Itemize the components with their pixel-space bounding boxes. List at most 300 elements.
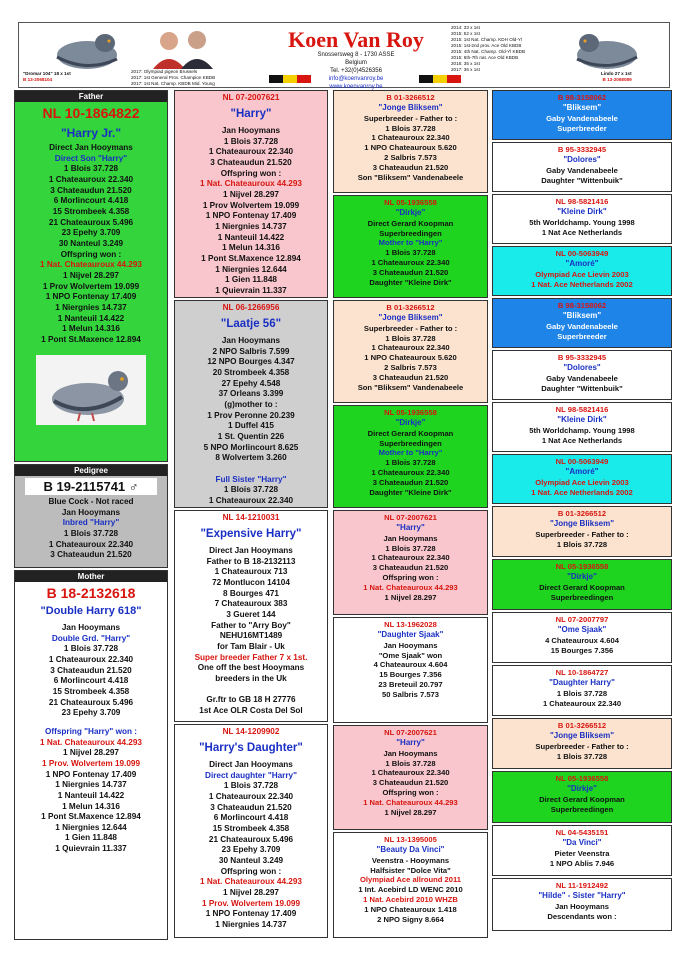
pigeon-photo-right xyxy=(567,29,647,73)
card-line: Offspring won : xyxy=(382,573,439,583)
card-line: 1 Blois 37.728 xyxy=(385,123,436,133)
col4-card[interactable] xyxy=(492,559,672,610)
col2-card[interactable] xyxy=(174,300,328,508)
col4-card[interactable] xyxy=(492,90,672,140)
card-line: 6 Morlincourt 4.418 xyxy=(213,813,289,823)
card-line: Direct Gerard Koopman xyxy=(539,794,625,804)
card-line: 1 Blois 37.728 xyxy=(556,539,608,549)
card-line: 3 Chateaudun 21.520 xyxy=(372,563,449,573)
father-line: 1 Prov Wolvertem 19.099 xyxy=(42,281,140,291)
card-line: 3 Gueret 144 xyxy=(226,610,276,620)
card-line: Mother to "Harry" xyxy=(378,238,443,248)
card-line: 3 Chateaudun 21.520 xyxy=(372,162,449,172)
card-line: 1 Nanteuil 14.422 xyxy=(217,232,285,242)
col3-card[interactable] xyxy=(333,617,488,723)
ring-number: NL 00-5063949 xyxy=(555,457,609,466)
card-line: 72 Montlucon 14104 xyxy=(212,578,290,588)
pedigree-heading: Pedigree xyxy=(15,465,167,476)
card-line: Offspring won : xyxy=(382,788,439,798)
card-line: Descendants won : xyxy=(547,911,617,921)
pigeon-name: "Amoré" xyxy=(565,466,599,476)
card-line: Direct Gerard Koopman xyxy=(539,582,625,592)
card-line: 1 NPO Ablis 7.946 xyxy=(549,858,615,868)
ring-number: NL 05-1936558 xyxy=(555,562,609,571)
col3-card[interactable] xyxy=(333,90,488,193)
card-line: 1 Blois 37.728 xyxy=(223,485,279,495)
card-line: 1 Chateauroux 22.340 xyxy=(371,768,450,778)
mother-line: 15 Strombeek 4.358 xyxy=(52,686,130,696)
mother-offspring-line: 1 Gien 11.848 xyxy=(65,833,117,843)
mother-performance-list xyxy=(15,623,167,719)
subject-line: Inbred "Harry" xyxy=(62,518,120,528)
card-line: Olympiad Ace Lievin 2003 xyxy=(535,477,629,487)
address-country: Belgium xyxy=(345,60,367,67)
pigeon-name: "Harry" xyxy=(396,737,425,747)
col4-card[interactable] xyxy=(492,506,672,557)
mother-offspring-line: 1 Prov. Wolvertem 19.099 xyxy=(42,758,140,768)
pigeon-name: "Dolores" xyxy=(563,362,601,372)
pigeon-name: "Harry" xyxy=(396,522,425,532)
pigeon-name: "Ome Sjaak" xyxy=(557,624,607,634)
father-line: 1 NPO Fontenay 17.409 xyxy=(45,292,137,302)
card-line: 1 NPO Fontenay 17.409 xyxy=(205,909,297,919)
card-line: 1 Nat. Acebird 2010 WHZB xyxy=(363,895,458,905)
card-line: 1 Blois 37.728 xyxy=(385,248,436,258)
mother-line: 1 Blois 37.728 xyxy=(63,644,119,654)
card-line: Gaby Vandenabeele xyxy=(546,321,618,331)
card-line: Pieter Veenstra xyxy=(554,848,610,858)
card-line: 2 Salbris 7.573 xyxy=(384,363,437,373)
father-line: Direct Son "Harry" xyxy=(54,153,128,163)
card-line: Superbreeder xyxy=(557,331,607,341)
father-line: 23 Epehy 3.709 xyxy=(61,228,121,238)
card-line: Daughter "Kleine Dirk" xyxy=(369,487,452,497)
card-line: 1 Chateauroux 22.340 xyxy=(371,468,450,478)
card-line: 30 Nanteul 3.249 xyxy=(218,856,284,866)
card-line: 8 Bourges 471 xyxy=(223,588,279,598)
card-line: Mother to "Harry" xyxy=(378,448,443,458)
subject-line: 1 Chateauroux 22.340 xyxy=(48,539,134,549)
mother-offspring-list xyxy=(15,727,167,855)
col2-card[interactable] xyxy=(174,510,328,722)
address-phone: Tel. +32(0)4526356 xyxy=(330,68,382,75)
father-line: 30 Nanteul 3.249 xyxy=(58,238,124,248)
address-email[interactable]: info@koenvanroy.be xyxy=(328,76,384,83)
card-line: 1 Chateauroux 22.340 xyxy=(208,147,294,157)
mother-offspring-line: 1 Nijvel 28.297 xyxy=(63,748,119,758)
father-line: 1 Chateauroux 22.340 xyxy=(48,174,134,184)
mother-offspring-line: 1 Niergnies 12.644 xyxy=(55,822,127,832)
card-line: 15 Bourges 7.356 xyxy=(379,670,442,680)
card-line: 1 Prov Wolvertem 19.099 xyxy=(202,200,300,210)
mother-line: 21 Chateauroux 5.496 xyxy=(48,697,134,707)
card-line: 1 Niergnies 14.737 xyxy=(215,222,287,232)
father-line: Direct Jan Hooymans xyxy=(49,143,133,152)
card-line: 3 Chateaudun 21.520 xyxy=(210,158,292,168)
pigeon-name: "Harry" xyxy=(230,107,272,120)
card-line: 1 Chateauroux 22.340 xyxy=(542,698,622,708)
ring-number: NL 07-2007621 xyxy=(384,728,437,737)
ring-number: B 01-3266512 xyxy=(557,721,607,730)
father-pigeon-photo xyxy=(36,355,146,425)
card-line: 3 Chateaudun 21.520 xyxy=(372,372,449,382)
card-line: NEHU16MT1489 xyxy=(219,631,283,641)
card-line: 37 Orleans 3.399 xyxy=(218,389,284,399)
mother-card[interactable] xyxy=(14,570,168,940)
card-line: 15 Bourges 7.356 xyxy=(550,645,614,655)
card-line: 1 Nat. Chateauroux 44.293 xyxy=(363,797,458,807)
pigeon-photo-left xyxy=(47,29,127,73)
father-name: "Harry Jr." xyxy=(60,126,122,140)
card-line: 1 Blois 37.728 xyxy=(385,333,436,343)
left-pigeon-caption: "Dromar 104" 18 x 1st B 13-2068104 xyxy=(23,71,71,82)
ring-number: NL 98-5821416 xyxy=(555,197,609,206)
col4-card[interactable] xyxy=(492,142,672,192)
card-line: Super breeder Father 7 x 1st. xyxy=(194,652,308,662)
father-line: 1 Melun 14.316 xyxy=(62,324,120,334)
card-line: Gr.ftr to GB 18 H 27776 xyxy=(206,695,296,705)
card-line: 1 Prov. Wolvertem 19.099 xyxy=(202,898,300,908)
card-line: Offspring won : xyxy=(220,866,282,876)
card-line: Superbreeder xyxy=(557,123,607,133)
pigeon-name: "Dolores" xyxy=(563,154,601,164)
card-line: Superbreedingen xyxy=(379,228,442,238)
father-line: 21 Chateauroux 5.496 xyxy=(48,217,134,227)
pigeon-name: "Da Vinci" xyxy=(562,837,602,847)
card-line: Daughter "Wittenbuik" xyxy=(541,175,623,185)
card-line: 1 Nat. Chateauroux 44.293 xyxy=(200,877,302,887)
mother-offspring-line: 1 Quievrain 11.337 xyxy=(55,844,127,854)
card-line: 1 NPO Chateauroux 5.620 xyxy=(364,353,457,363)
card-line: Superbreeder - Father to : xyxy=(363,323,458,333)
right-awards: 2014: 33 x 1st 2015: 52 x 1st 2015: 1st Nat. Champ. KDH Old-Yl 2015: 1st-2nd prov. Ace Old KBDB 2015: 4th Nat. Champ. Old-Yl KBDB 2015: 6th-7th nat. Ace Old KBDB 2016: 35 x 1st 2017: 36 x 1st xyxy=(451,25,526,72)
card-line: 7 Chateauroux 383 xyxy=(214,599,288,609)
card-line: Offspring won : xyxy=(220,168,282,178)
col3-card[interactable] xyxy=(333,195,488,298)
card-line: Jan Hooymans xyxy=(383,640,438,650)
ring-number: NL 05-1936558 xyxy=(384,198,437,207)
card-line: 23 Breteuil 20.797 xyxy=(378,680,443,690)
card-line: 1 Nat. Ace Netherlands 2002 xyxy=(531,487,633,497)
col4-card[interactable] xyxy=(492,878,672,931)
col4-card[interactable] xyxy=(492,612,672,663)
father-line: 3 Chateaudun 21.520 xyxy=(50,185,132,195)
card-line xyxy=(175,464,327,475)
father-line: 1 Pont St.Maxence 12.894 xyxy=(41,334,141,344)
card-line: 1 Quievrain 11.337 xyxy=(215,286,287,296)
card-line: Direct Jan Hooymans xyxy=(209,546,293,556)
card-line xyxy=(175,685,327,696)
card-line: for Tam Blair - Uk xyxy=(217,642,285,652)
male-sex-icon: ♂ xyxy=(128,479,139,494)
pigeon-name: "Jonge Bliksem" xyxy=(378,312,443,322)
ring-number: B 95-3332945 xyxy=(557,353,607,362)
card-line: Full Sister "Harry" xyxy=(215,474,287,484)
col4-card[interactable] xyxy=(492,350,672,400)
card-line: 23 Epehy 3.709 xyxy=(221,845,281,855)
subject-line: 1 Blois 37.728 xyxy=(63,528,119,538)
col4-card[interactable] xyxy=(492,825,672,876)
ring-number: NL 05-1936558 xyxy=(384,408,437,417)
card-line: Superbreedingen xyxy=(550,592,614,602)
ring-number: B 01-3266512 xyxy=(386,93,435,102)
card-line: 1 Nat. Ace Netherlands 2002 xyxy=(531,279,633,289)
card-line: 1 Duffel 415 xyxy=(228,421,274,431)
ring-number: NL 05-1936558 xyxy=(555,774,609,783)
ring-number: B 98-3158062 xyxy=(557,301,607,310)
card-line: Olympiad Ace allround 2011 xyxy=(359,875,461,885)
card-line: 1 Prov Peronne 20.239 xyxy=(207,410,295,420)
card-line: 1 NPO Chateauroux 5.620 xyxy=(364,143,457,153)
card-line: 1 Niergnies 12.644 xyxy=(215,264,287,274)
card-line: 1 Chateauroux 713 xyxy=(214,567,288,577)
card-line: 4 Chateauroux 4.604 xyxy=(373,660,448,670)
card-line: 1 Nat Ace Netherlands xyxy=(541,227,623,237)
mother-ring-number: B 18-2132618 xyxy=(46,585,136,601)
ring-number: B 01-3266512 xyxy=(386,303,435,312)
pigeon-name: "Dirkje" xyxy=(567,783,597,793)
card-line: 3 Chateaudun 21.520 xyxy=(372,477,449,487)
father-line: 1 Blois 37.728 xyxy=(63,164,119,174)
card-line: Daughter "Wittenbuik" xyxy=(541,383,623,393)
card-line: 1 Blois 37.728 xyxy=(385,458,436,468)
father-line: 6 Morlincourt 4.418 xyxy=(53,196,129,206)
card-line: 1 Blois 37.728 xyxy=(385,758,436,768)
ring-number: NL 10-1864727 xyxy=(555,668,609,677)
card-line: 1 Blois 37.728 xyxy=(556,688,608,698)
pigeon-name: "Dirkje" xyxy=(395,207,426,217)
card-line: (g)mother to : xyxy=(224,400,278,410)
col4-card[interactable] xyxy=(492,454,672,504)
card-line: 2 NPO Salbris 7.599 xyxy=(212,346,290,356)
contact-address xyxy=(231,51,481,91)
card-line: Jan Hooymans xyxy=(383,748,438,758)
col4-card[interactable] xyxy=(492,194,672,244)
card-line: 1 Chateauroux 22.340 xyxy=(208,496,294,506)
ring-number: NL 07-2007621 xyxy=(222,93,280,102)
pigeon-name: "Harry's Daughter" xyxy=(199,741,303,754)
col4-card[interactable] xyxy=(492,246,672,296)
subject-line: 3 Chateaudun 21.520 xyxy=(50,550,132,560)
card-line: 1st Ace OLR Costa Del Sol xyxy=(199,706,303,716)
ring-number: B 95-3332945 xyxy=(557,145,607,154)
card-line: Halfsister "Dolce Vita" xyxy=(370,865,451,875)
pigeon-name: "Amoré" xyxy=(565,258,599,268)
card-line: One off the best Hooymans xyxy=(197,663,305,673)
ring-number: NL 07-2007797 xyxy=(555,615,609,624)
card-line: Father to "Arry Boy" xyxy=(211,620,291,630)
father-line: 1 Nanteuil 14.422 xyxy=(57,313,125,323)
card-line: 1 Nat Ace Netherlands xyxy=(541,435,623,445)
card-line: 5 NPO Morlincourt 8.625 xyxy=(203,442,299,452)
card-line: Jan Hooymans xyxy=(221,336,281,346)
card-line: Daughter "Kleine Dirk" xyxy=(369,277,452,287)
subject-line: Jan Hooymans xyxy=(61,507,121,517)
card-line: 1 Nijvel 28.297 xyxy=(223,888,279,898)
card-line: 1 Nat. Chateauroux 44.293 xyxy=(200,179,302,189)
pigeon-name: "Daughter Harry" xyxy=(549,677,615,687)
card-line: Son "Bliksem" Vandenabeele xyxy=(357,382,464,392)
card-line: Son "Bliksem" Vandenabeele xyxy=(357,172,464,182)
card-line: 1 Blois 37.728 xyxy=(223,781,279,791)
card-line: 2 NPO Signy 8.664 xyxy=(377,914,444,924)
card-line: 1 Nijvel 28.297 xyxy=(223,190,279,200)
card-line: 5th Worldchamp. Young 1998 xyxy=(529,425,635,435)
card-line: Superbreedingen xyxy=(550,804,614,814)
mother-line: 23 Epehy 3.709 xyxy=(61,708,121,718)
pigeon-name: "Kleine Dirk" xyxy=(557,414,607,424)
pedigree-header xyxy=(18,22,670,91)
card-line: 1 St. Quentin 226 xyxy=(217,432,285,442)
ring-number: NL 13-1395005 xyxy=(384,835,437,844)
pigeon-name: "Jonge Bliksem" xyxy=(549,518,615,528)
subject-ring-number xyxy=(25,478,157,495)
card-line: Superbreeder - Father to : xyxy=(535,741,629,751)
card-line: 1 Chateauroux 22.340 xyxy=(208,792,294,802)
card-line: 1 Niergnies 14.737 xyxy=(215,920,287,930)
col3-card[interactable] xyxy=(333,832,488,938)
father-performance-list xyxy=(15,143,167,345)
father-line: 15 Strombeek 4.358 xyxy=(52,206,130,216)
card-line: Superbreeder - Father to : xyxy=(363,113,458,123)
card-line: 12 NPO Bourges 4.347 xyxy=(207,357,295,367)
card-line: 1 Chateauroux 22.340 xyxy=(371,258,450,268)
card-line: Jan Hooymans xyxy=(221,126,281,136)
father-line: 1 Nat. Chateauroux 44.293 xyxy=(40,260,142,270)
col3-card[interactable] xyxy=(333,510,488,615)
card-line: 1 Blois 37.728 xyxy=(223,136,279,146)
subject-pigeon-card[interactable] xyxy=(14,464,168,568)
card-line: Jan Hooymans xyxy=(554,901,610,911)
card-line: Direct Gerard Koopman xyxy=(367,218,454,228)
card-line: 1 Pont St.Maxence 12.894 xyxy=(201,254,301,264)
card-line: 1 Chateauroux 22.340 xyxy=(371,133,450,143)
card-line: 1 Chateauroux 22.340 xyxy=(371,343,450,353)
pigeon-name: "Jonge Bliksem" xyxy=(549,730,615,740)
mother-offspring-line: Offspring "Harry" won : xyxy=(45,726,137,736)
subject-ring-text: B 19-2115741 xyxy=(43,479,126,494)
col2-card[interactable] xyxy=(174,724,328,938)
ring-number: NL 00-5063949 xyxy=(555,249,609,258)
card-line: 1 Chateauroux 22.340 xyxy=(371,553,450,563)
card-line: 21 Chateauroux 5.496 xyxy=(208,834,294,844)
col4-card[interactable] xyxy=(492,298,672,348)
subject-details-list xyxy=(15,497,167,561)
card-line: 1 Blois 37.728 xyxy=(385,543,436,553)
mother-offspring-line: 1 Melun 14.316 xyxy=(62,801,120,811)
mother-offspring-line: 1 Nanteuil 14.422 xyxy=(57,790,125,800)
pigeon-name: "Daughter Sjaak" xyxy=(377,629,444,639)
card-line: breeders in the Uk xyxy=(215,674,287,684)
card-line: Gaby Vandenabeele xyxy=(546,373,618,383)
card-line: 1 NPO Fontenay 17.409 xyxy=(205,211,297,221)
father-line: Offspring won : xyxy=(60,249,122,259)
card-line: 4 Chateauroux 4.604 xyxy=(545,635,619,645)
father-line: 1 Nijvel 28.297 xyxy=(63,270,119,280)
col3-card[interactable] xyxy=(333,725,488,830)
card-line: "Ome Sjaak" won xyxy=(378,650,443,660)
card-line: 8 Wolvertem 3.260 xyxy=(215,453,287,463)
col3-card[interactable] xyxy=(333,300,488,403)
col4-card[interactable] xyxy=(492,771,672,823)
card-line: Direct Gerard Koopman xyxy=(367,428,454,438)
card-line: Gaby Vandenabeele xyxy=(546,165,618,175)
card-line: 2 Salbris 7.573 xyxy=(384,153,437,163)
card-line: 27 Epehy 4.548 xyxy=(221,378,281,388)
mother-line: Jan Hooymans xyxy=(61,623,121,632)
mother-name: "Double Harry 618" xyxy=(40,605,142,617)
pigeon-name: "Laatje 56" xyxy=(220,317,282,330)
pigeon-name: "Jonge Bliksem" xyxy=(378,102,443,112)
father-line: 1 Niergnies 14.737 xyxy=(55,302,127,312)
ring-number: NL 04-5435151 xyxy=(555,828,609,837)
pigeon-name: "Expensive Harry" xyxy=(200,527,302,540)
father-ring-number: NL 10-1864822 xyxy=(42,105,140,121)
col2-card[interactable] xyxy=(174,90,328,298)
ring-number: NL 07-2007621 xyxy=(384,513,437,522)
col4-card[interactable] xyxy=(492,665,672,716)
father-card[interactable] xyxy=(14,90,168,462)
ring-number: NL 14-1210031 xyxy=(222,513,280,522)
card-line: 1 Melun 14.316 xyxy=(222,243,280,253)
right-pigeon-caption: Lindo 27 x 1st B 13-2068089 xyxy=(601,71,632,82)
card-line: Direct daughter "Harry" xyxy=(205,770,297,780)
card-line: 3 Chateaudun 21.520 xyxy=(372,267,449,277)
mother-offspring-line: 1 Niergnies 14.737 xyxy=(55,780,127,790)
card-line: Superbreeder - Father to : xyxy=(535,529,629,539)
ring-number: NL 14-1209902 xyxy=(222,727,280,736)
mother-offspring-line: 1 NPO Fontenay 17.409 xyxy=(45,769,137,779)
address-website[interactable]: www.koenvanroy.be xyxy=(329,84,383,91)
card-line: 1 NPO Chateauroux 1.418 xyxy=(364,904,457,914)
card-line: 5th Worldchamp. Young 1998 xyxy=(529,217,635,227)
mother-line: Double Grd. "Harry" xyxy=(51,633,131,643)
belgium-flag-right xyxy=(419,75,461,83)
pigeon-name: "Kleine Dirk" xyxy=(557,206,607,216)
card-line: 1 Gien 11.848 xyxy=(225,275,277,285)
card-line: 3 Chateaudun 21.520 xyxy=(210,802,292,812)
card-line: 1 Nat. Chateauroux 44.293 xyxy=(363,582,458,592)
left-awards: 2017: Olympiad pigeon Brussels 2017: 1st General Prov. Champion KBDB 2017: 1st Nat. Champ. KBDB Mid. Young xyxy=(131,69,216,86)
card-line: 1 Blois 37.728 xyxy=(556,751,608,761)
mother-offspring-line: 1 Nat. Chateauroux 44.293 xyxy=(40,737,142,747)
ring-number: NL 98-5821416 xyxy=(555,405,609,414)
card-line: 3 Chateaudun 21.520 xyxy=(372,778,449,788)
pigeon-name: "Bliksem" xyxy=(562,310,602,320)
pigeon-name: "Bliksem" xyxy=(562,102,602,112)
subject-line: Blue Cock - Not raced xyxy=(48,497,134,506)
pigeon-name: "Dirkje" xyxy=(567,571,597,581)
col4-card[interactable] xyxy=(492,402,672,452)
address-street: Snossersweg 8 - 1730 ASSE xyxy=(317,52,395,58)
card-line: Gaby Vandenabeele xyxy=(546,113,618,123)
breeders-photo xyxy=(143,27,223,69)
card-line: 15 Strombeek 4.358 xyxy=(212,824,290,834)
pigeon-name: "Beauty Da Vinci" xyxy=(376,844,445,854)
ring-number: NL 06-1266956 xyxy=(222,303,280,312)
card-line: 1 Nijvel 28.297 xyxy=(384,592,437,602)
ring-number: NL 13-1962028 xyxy=(384,620,437,629)
belgium-flag-left xyxy=(269,75,311,83)
card-line: Superbreedingen xyxy=(379,438,442,448)
col4-card[interactable] xyxy=(492,718,672,769)
ring-number: NL 11-1912492 xyxy=(555,881,609,890)
mother-offspring-line: 1 Pont St.Maxence 12.894 xyxy=(41,812,141,822)
col3-card[interactable] xyxy=(333,405,488,508)
card-line: Jan Hooymans xyxy=(383,533,438,543)
card-line: Olympiad Ace Lievin 2003 xyxy=(535,269,629,279)
pigeon-name: "Dirkje" xyxy=(395,417,426,427)
